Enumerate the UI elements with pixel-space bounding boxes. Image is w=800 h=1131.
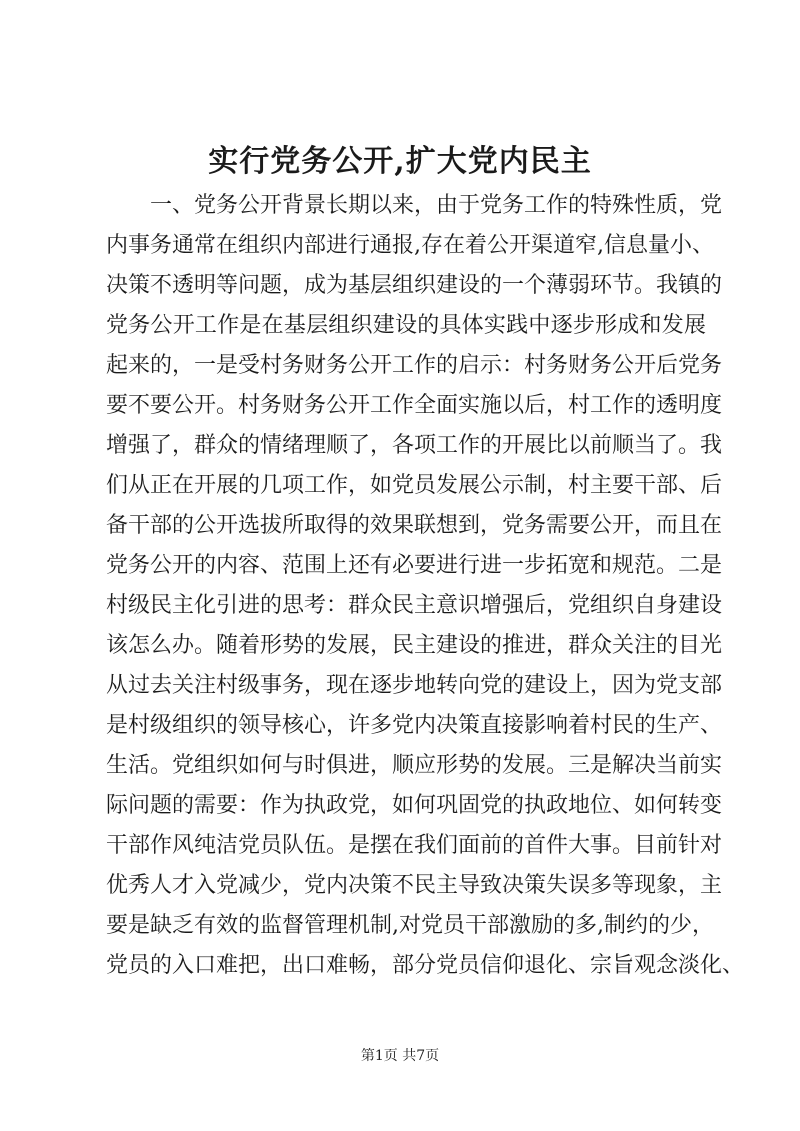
body-line: 生活。党组织如何与时俱进，顺应形势的发展。三是解决当前实 — [106, 753, 723, 778]
body-line: 是村级组织的领导核心，许多党内决策直接影响着村民的生产、 — [106, 713, 723, 738]
body-line: 党员的入口难把，出口难畅，部分党员信仰退化、宗旨观念淡化、 — [106, 953, 745, 978]
body-line: 党务公开的内容、范围上还有必要进行进一步拓宽和规范。二是 — [106, 553, 723, 578]
body-line: 要不要公开。村务财务公开工作全面实施以后，村工作的透明度 — [106, 393, 723, 418]
body-line: 从过去关注村级事务，现在逐步地转向党的建设上，因为党支部 — [106, 673, 723, 698]
body-line: 该怎么办。随着形势的发展，民主建设的推进，群众关注的目光 — [106, 633, 723, 658]
body-line: 决策不透明等问题，成为基层组织建设的一个薄弱环节。我镇的 — [106, 273, 723, 298]
body-line: 们从正在开展的几项工作，如党员发展公示制，村主要干部、后 — [106, 473, 723, 498]
document-body — [106, 186, 745, 986]
body-line: 际问题的需要：作为执政党，如何巩固党的执政地位、如何转变 — [106, 793, 723, 818]
page-number-footer: 第1页 共7页 — [360, 1048, 440, 1064]
body-line: 一、党务公开背景长期以来，由于党务工作的特殊性质，党 — [150, 193, 723, 218]
document-title: 实行党务公开,扩大党内民主 — [208, 144, 592, 179]
body-line: 起来的，一是受村务财务公开工作的启示：村务财务公开后党务 — [106, 353, 723, 378]
body-line: 干部作风纯洁党员队伍。是摆在我们面前的首件大事。目前针对 — [106, 833, 723, 858]
body-line: 备干部的公开选拔所取得的效果联想到，党务需要公开，而且在 — [106, 513, 723, 538]
body-line: 要是缺乏有效的监督管理机制,对党员干部激励的多,制约的少， — [106, 913, 714, 938]
body-line: 党务公开工作是在基层组织建设的具体实践中逐步形成和发展 — [106, 313, 706, 338]
body-line: 村级民主化引进的思考：群众民主意识增强后，党组织自身建设 — [106, 593, 723, 618]
body-line: 优秀人才入党减少，党内决策不民主导致决策失误多等现象，主 — [106, 873, 723, 898]
body-line: 增强了，群众的情绪理顺了，各项工作的开展比以前顺当了。我 — [106, 433, 723, 458]
body-line: 内事务通常在组织内部进行通报,存在着公开渠道窄,信息量小、 — [106, 233, 714, 258]
